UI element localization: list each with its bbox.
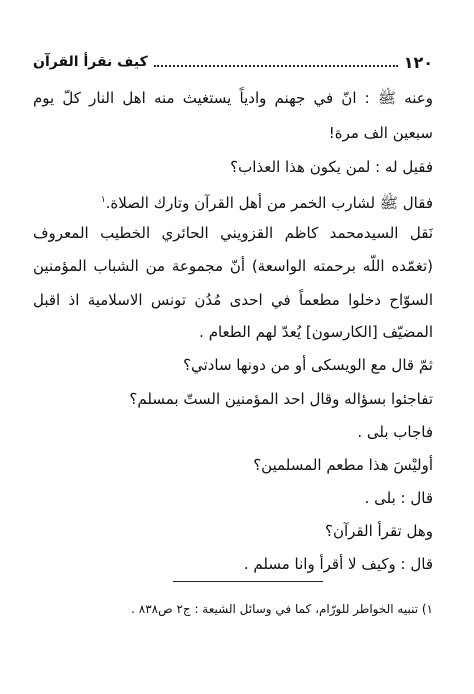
body-line-15: قال : وكيف لا أقرأ وانا مسلم . xyxy=(243,555,433,573)
running-header xyxy=(33,48,433,76)
footnote: ١) تنبيه الخواطر للورّام، كما في وسائل الشيعة : ج٢ ص٨٣٨ . xyxy=(131,602,433,616)
body-line-9: ثمّ قال مع الويسكى أو من دونها سادتي؟ xyxy=(183,356,433,374)
page-number: ١٢٠ xyxy=(403,52,433,72)
body-line-2: سبعين الف مرة! xyxy=(328,124,433,142)
footnote-rule xyxy=(173,581,323,582)
body-line-3: فقيل له : لمن يكون هذا العذاب؟ xyxy=(230,158,433,176)
body-line-11: فاجاب بلى . xyxy=(357,423,433,441)
body-line-13: قال : بلى . xyxy=(364,489,433,507)
footnote-marker: ١ xyxy=(100,195,106,205)
body-line-10: تفاجئوا بسؤاله وقال احد المؤمنين الستّ بمسلم؟ xyxy=(129,390,433,408)
body-line-8: المضيّف [الكارسون] يُعدّ لهم الطعام . xyxy=(199,323,433,341)
running-title: كيف نقرأ القرآن xyxy=(33,54,148,70)
body-line-6: (تغمّده اللّه برحمته الواسعة) أنّ مجموعة من الشباب المؤمنين xyxy=(33,257,433,275)
body-line-4 xyxy=(33,190,433,213)
body-line-4-text: فقال ﷺ لشارب الخمر من أهل القرآن وتارك الصلاة. xyxy=(105,194,433,212)
body-line-14: وهل تقرأ القرآن؟ xyxy=(324,522,433,540)
body-line-12: أوليْسَ هذا مطعم المسلمين؟ xyxy=(253,456,433,474)
header-dot-leader xyxy=(154,63,398,67)
body-line-7: السوّاح دخلوا مطعماً في احدى مُدُن تونس الاسلامية اذ اقبل xyxy=(33,291,433,309)
body-line-5: نَقل السيدمحمد كاظم القزويني الحائري الخطيب المعروف xyxy=(33,224,433,242)
body-line-1: وعنه ﷺ : انّ في جهنم وادياً يستغيث منه اهل النار كلّ يوم xyxy=(33,89,433,107)
